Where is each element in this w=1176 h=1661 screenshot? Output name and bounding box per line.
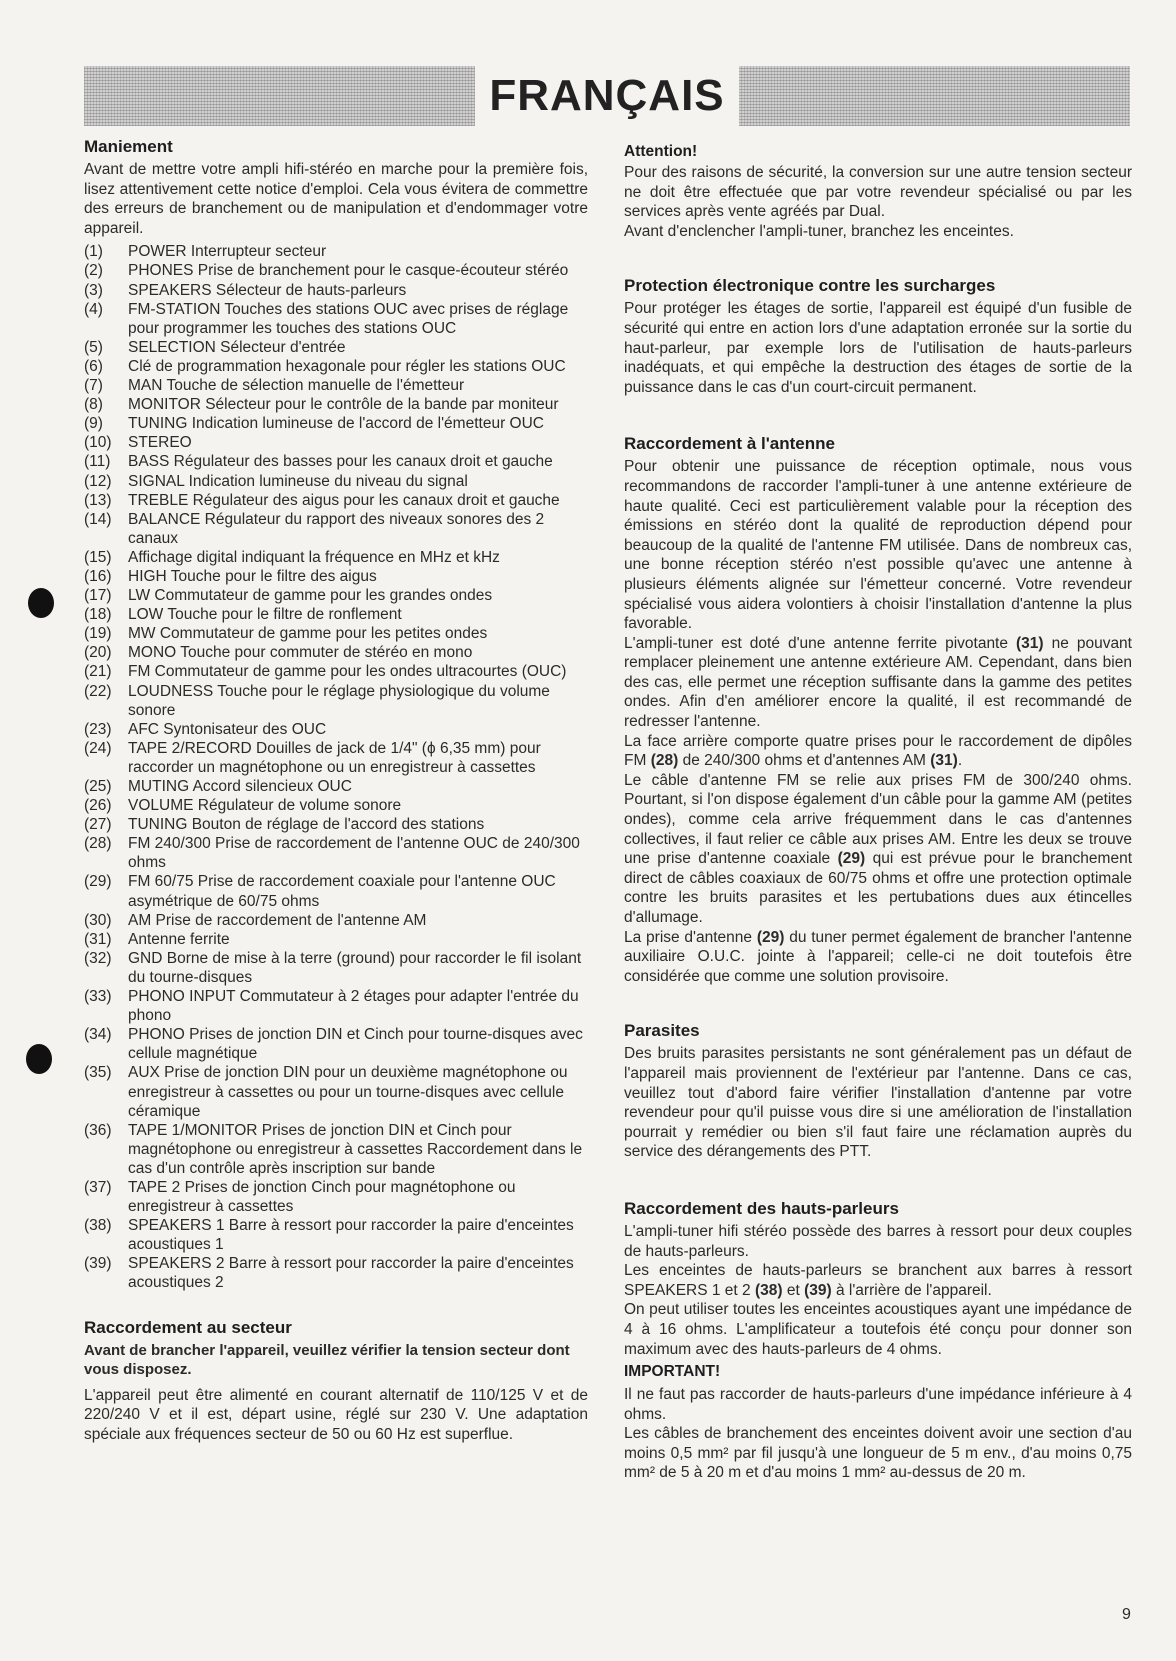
section-heading: Raccordement des hauts-parleurs: [624, 1198, 899, 1218]
item-number: (29): [84, 873, 112, 891]
important-heading: IMPORTANT!: [624, 1363, 721, 1381]
item-text: SPEAKERS Sélecteur de hauts-parleurs: [128, 281, 407, 299]
item-number: (8): [84, 396, 103, 414]
list-item: [84, 930, 588, 949]
item-number: (25): [84, 778, 112, 795]
item-number: (32): [84, 949, 112, 967]
item-text: TREBLE Régulateur des aigus pour les canaux droit et gauche: [128, 491, 560, 509]
item-text: STEREO: [128, 434, 192, 452]
item-text: MW Commutateur de gamme pour les petites ondes: [128, 625, 488, 643]
item-text: PHONES Prise de branchement pour le casque-écouteur stéréo: [128, 262, 569, 280]
item-text: TAPE 2/RECORD Douilles de jack de 1/4" (ϕ 6,35 mm) pour raccorder un magnétophone ou un enregistreur à cassettes: [128, 739, 541, 776]
list-item: [84, 682, 588, 720]
item-number: (38): [84, 1217, 112, 1235]
page-title: FRANÇAIS: [475, 66, 738, 126]
list-item: [84, 548, 588, 567]
paragraph: Les câbles de branchement des enceintes doivent avoir une section d'au moins 0,5 mm² par fil jusqu'à une longueur de 5 m env., d'au moins 0,75 mm² de 5 à 20 m et d'au moins 1 mm² au-dessus de 20 m.: [624, 1425, 1132, 1482]
item-text: BASS Régulateur des basses pour les canaux droit et gauche: [128, 453, 553, 471]
list-item: [84, 281, 588, 300]
paragraph: Le câble d'antenne FM se relie aux prises FM de 300/240 ohms. Pourtant, si l'on dispose également d'un câble pour la gamme AM (petites ondes), comme cela arrive fréquemment dans le cas d'antennes collectives, il faut relier ce câble aux prises AM. Entre les deux se trouve une prise d'antenne coaxiale (29) qui est prévue pour le branchement direct de câbles coaxiaux de 60/75 ohms et offre une protection optimale contre les bruits parasites et les pertubations dues aux étincelles d'allumage.: [624, 771, 1132, 926]
item-number: (26): [84, 797, 112, 815]
right-column: [624, 136, 1132, 1513]
item-number: (28): [84, 835, 112, 853]
item-number: (34): [84, 1026, 112, 1044]
item-number: (12): [84, 472, 112, 490]
item-text: GND Borne de mise à la terre (ground) pour raccorder le fil isolant du tourne-disques: [128, 949, 582, 986]
section-maniement: [84, 136, 588, 1293]
item-number: (33): [84, 988, 112, 1006]
item-number: (1): [84, 243, 103, 261]
paragraph: Des bruits parasites persistants ne sont généralement pas un défaut de l'appareil mais proviennent de l'extérieur par l'antenne. Dans ce cas, veuillez tout d'abord faire vérifier l'installation d'antenne par votre revendeur pour qu'il puisse vous dire si une amélioration de l'installation pourrait y remédier ou bien s'il faut faire une réclamation auprès du service des dérangements des PTT.: [624, 1045, 1132, 1161]
list-item: [84, 624, 588, 643]
paragraph: Avant d'enclencher l'ampli-tuner, branchez les enceintes.: [624, 222, 1014, 240]
item-number: (9): [84, 415, 103, 433]
list-item: [84, 605, 588, 624]
item-text: MONITOR Sélecteur pour le contrôle de la bande par moniteur: [128, 396, 559, 414]
list-item: [84, 739, 588, 777]
paragraph: L'ampli-tuner est doté d'une antenne ferrite pivotante (31) ne pouvant remplacer pleinement une antenne extérieure AM. Cependant, dans bien des cas, elle permet une réception suffisante dans la gamme des petites ondes. Afin d'en améliorer encore la qualité, il est recommandé de redresser l'antenne.: [624, 634, 1132, 731]
list-item: [84, 510, 588, 548]
paragraph: Il ne faut pas raccorder de hauts-parleurs d'une impédance inférieure à 4 ohms.: [624, 1386, 1132, 1423]
item-text: POWER Interrupteur secteur: [128, 243, 327, 261]
paragraph: Pour obtenir une puissance de réception optimale, nous vous recommandons de raccorder l'ampli-tuner à une antenne extérieure de haute qualité. Ceci est particulièrement valable pour la réception des émissions en stéréo dont la qualité de reproduction dépend pour beaucoup de la qualité de l'antenne FM utilisée. Dans de nombreux cas, une bonne réception stéréo n'est possible qu'avec une antenne à plusieurs éléments alignée sur l'émetteur concerné. Votre revendeur spécialisé vous aidera volontiers à choisir l'installation d'antenne la plus favorable.: [624, 458, 1132, 633]
paragraph: La face arrière comporte quatre prises pour le raccordement de dipôles FM (28) de 240/300 ohms et d'antennes AM (31).: [624, 732, 1132, 770]
list-item: [84, 911, 588, 930]
item-number: (22): [84, 682, 112, 700]
section-hauts-parleurs: [624, 1198, 1132, 1483]
item-text: LW Commutateur de gamme pour les grandes ondes: [128, 587, 493, 605]
section-heading: Protection électronique contre les surcharges: [624, 276, 996, 296]
paragraph: Les enceintes de hauts-parleurs se branchent aux barres à ressort SPEAKERS 1 et 2 (38) et (39) à l'arrière de l'appareil.: [624, 1262, 1132, 1299]
section-heading: Attention!: [624, 143, 698, 160]
binder-hole-top: [28, 588, 54, 618]
paragraph: On peut utiliser toutes les enceintes acoustiques ayant une impédance de 4 à 16 ohms. L'amplificateur a toutefois été conçu pour donner son maximum avec des hauts-parleurs de 4 ohms.: [624, 1301, 1132, 1358]
item-text: TAPE 1/MONITOR Prises de jonction DIN et Cinch pour magnétophone ou enregistreur à cassettes Raccordement dans le cas d'un contrôle après inscription sur bande: [128, 1121, 583, 1177]
item-text: LOUDNESS Touche pour le réglage physiologique du volume sonore: [128, 682, 550, 719]
item-number: (10): [84, 434, 112, 452]
item-number: (18): [84, 606, 112, 624]
section-heading: Maniement: [84, 137, 173, 156]
list-item: [84, 338, 588, 357]
item-text: Affichage digital indiquant la fréquence en MHz et kHz: [128, 548, 500, 566]
item-number: (24): [84, 739, 112, 757]
paragraph: Avant de mettre votre ampli hifi-stéréo en marche pour la première fois, lisez attentivement cette notice d'emploi. Cela vous évitera de commettre des erreurs de branchement ou de manipulation et d'endommager votre appareil.: [84, 161, 588, 237]
list-item: [84, 395, 588, 414]
item-number: (39): [84, 1255, 112, 1273]
section-heading: Parasites: [624, 1021, 700, 1041]
list-item: [84, 987, 588, 1025]
item-text: MONO Touche pour commuter de stéréo en mono: [128, 644, 473, 662]
item-text: TUNING Indication lumineuse de l'accord de l'émetteur OUC: [128, 415, 544, 433]
list-item: [84, 777, 588, 796]
item-text: Antenne ferrite: [128, 930, 230, 948]
item-number: (11): [84, 453, 111, 471]
item-text: MAN Touche de sélection manuelle de l'émetteur: [128, 377, 465, 395]
list-item: [84, 376, 588, 395]
list-item: [84, 357, 588, 376]
item-text: FM 240/300 Prise de raccordement de l'antenne OUC de 240/300 ohms: [128, 835, 580, 872]
paragraph: Pour protéger les étages de sortie, l'appareil est équipé d'un fusible de sécurité qui entre en action lors d'une adaptation erronée sur la sortie du haut-parleur, par exemple lors de l'utilisation de hauts-parleurs inadéquats, et qui empêche la destruction des étages de sortie de la puissance dans le cas d'un court-circuit permanent.: [624, 300, 1132, 396]
list-item: [84, 300, 588, 338]
item-number: (13): [84, 491, 112, 509]
list-item: [84, 1216, 588, 1254]
list-item: [84, 1254, 588, 1292]
item-number: (3): [84, 281, 103, 299]
item-number: (36): [84, 1121, 112, 1139]
paragraph: L'appareil peut être alimenté en courant alternatif de 110/125 V et de 220/240 V et il est, départ usine, réglé sur 230 V. Une adaptation spéciale aux fréquences secteur de 50 ou 60 Hz est superflue.: [84, 1386, 588, 1443]
list-item: [84, 834, 588, 872]
list-item: [84, 720, 588, 739]
item-number: (31): [84, 930, 112, 948]
list-item: [84, 452, 588, 471]
item-text: LOW Touche pour le filtre de ronflement: [128, 606, 402, 624]
paragraph: L'ampli-tuner hifi stéréo possède des barres à ressort pour deux couples de hauts-parleurs.: [624, 1222, 1132, 1260]
list-item: [84, 1121, 588, 1178]
list-item: [84, 567, 588, 586]
list-item: [84, 1063, 588, 1120]
list-item: [84, 261, 588, 280]
list-item: [84, 242, 588, 261]
item-text: FM 60/75 Prise de raccordement coaxiale pour l'antenne OUC asymétrique de 60/75 ohms: [128, 873, 556, 910]
item-text: BALANCE Régulateur du rapport des niveaux sonores des 2 canaux: [128, 510, 545, 547]
item-text: SPEAKERS 2 Barre à ressort pour raccorder la paire d'enceintes acoustiques 2: [128, 1255, 574, 1292]
section-antenne: [624, 433, 1132, 986]
section-parasites: [624, 1020, 1132, 1162]
item-text: TUNING Bouton de réglage de l'accord des stations: [128, 816, 485, 834]
header-banner: [84, 66, 1130, 126]
binder-hole-bottom: [26, 1044, 52, 1074]
left-column: [84, 136, 588, 1475]
item-number: (17): [84, 587, 112, 605]
page-number: 9: [1122, 1606, 1131, 1623]
list-item: [84, 491, 588, 510]
item-number: (23): [84, 720, 112, 738]
list-item: [84, 586, 588, 605]
item-text: HIGH Touche pour le filtre des aigus: [128, 567, 377, 585]
list-item: [84, 472, 588, 491]
item-text: PHONO Prises de jonction DIN et Cinch pour tourne-disques avec cellule magnétique: [128, 1026, 583, 1063]
item-number: (19): [84, 625, 112, 643]
paragraph: Pour des raisons de sécurité, la conversion sur une autre tension secteur ne doit être effectuée que par votre revendeur spécialisé ou par les services après vente agréés par Dual.: [624, 164, 1132, 221]
list-item: [84, 433, 588, 452]
section-heading: Raccordement au secteur: [84, 1317, 292, 1337]
item-text: FM-STATION Touches des stations OUC avec prises de réglage pour programmer les touches des stations OUC: [128, 300, 569, 337]
item-text: MUTING Accord silencieux OUC: [128, 778, 352, 795]
list-item: [84, 414, 588, 433]
item-text: SPEAKERS 1 Barre à ressort pour raccorder la paire d'enceintes acoustiques 1: [128, 1217, 574, 1254]
item-text: AUX Prise de jonction DIN pour un deuxième magnétophone ou enregistreur à cassettes ou pour un tourne-disques avec cellule céramique: [128, 1064, 568, 1120]
item-number: (5): [84, 338, 103, 356]
item-number: (27): [84, 816, 112, 834]
item-text: AM Prise de raccordement de l'antenne AM: [128, 911, 427, 929]
warning-text: Avant de brancher l'appareil, veuillez vérifier la tension secteur dont vous disposez.: [84, 1341, 570, 1379]
item-number: (4): [84, 300, 103, 318]
controls-list: [84, 242, 588, 1292]
item-number: (14): [84, 510, 112, 528]
item-text: PHONO INPUT Commutateur à 2 étages pour adapter l'entrée du phono: [128, 988, 579, 1025]
section-heading: Raccordement à l'antenne: [624, 434, 835, 454]
item-text: SIGNAL Indication lumineuse du niveau du signal: [128, 472, 468, 490]
item-number: (21): [84, 663, 112, 681]
item-number: (16): [84, 567, 112, 585]
item-number: (35): [84, 1064, 112, 1082]
item-number: (6): [84, 357, 103, 375]
paragraph: La prise d'antenne (29) du tuner permet également de brancher l'antenne auxiliaire O.U.C. jointe à l'appareil; celle-ci ne doit toutefois être considérée que comme une solution provisoire.: [624, 928, 1132, 985]
list-item: [84, 815, 588, 834]
item-text: TAPE 2 Prises de jonction Cinch pour magnétophone ou enregistreur à cassettes: [128, 1178, 516, 1216]
list-item: [84, 796, 588, 815]
list-item: [84, 1178, 588, 1216]
section-attention: [624, 142, 1132, 241]
item-number: (2): [84, 262, 103, 280]
item-text: AFC Syntonisateur des OUC: [128, 720, 327, 738]
section-secteur: [84, 1317, 588, 1445]
list-item: [84, 643, 588, 662]
item-number: (30): [84, 911, 112, 929]
list-item: [84, 949, 588, 987]
list-item: [84, 662, 588, 681]
item-number: (7): [84, 377, 103, 395]
list-item: [84, 872, 588, 910]
item-text: SELECTION Sélecteur d'entrée: [128, 338, 346, 356]
item-text: Clé de programmation hexagonale pour régler les stations OUC: [128, 357, 566, 375]
item-text: VOLUME Régulateur de volume sonore: [128, 797, 402, 815]
item-number: (15): [84, 548, 112, 566]
item-number: (20): [84, 644, 112, 662]
section-protection: [624, 275, 1132, 397]
list-item: [84, 1025, 588, 1063]
item-text: FM Commutateur de gamme pour les ondes ultracourtes (OUC): [128, 663, 567, 681]
item-number: (37): [84, 1178, 112, 1196]
